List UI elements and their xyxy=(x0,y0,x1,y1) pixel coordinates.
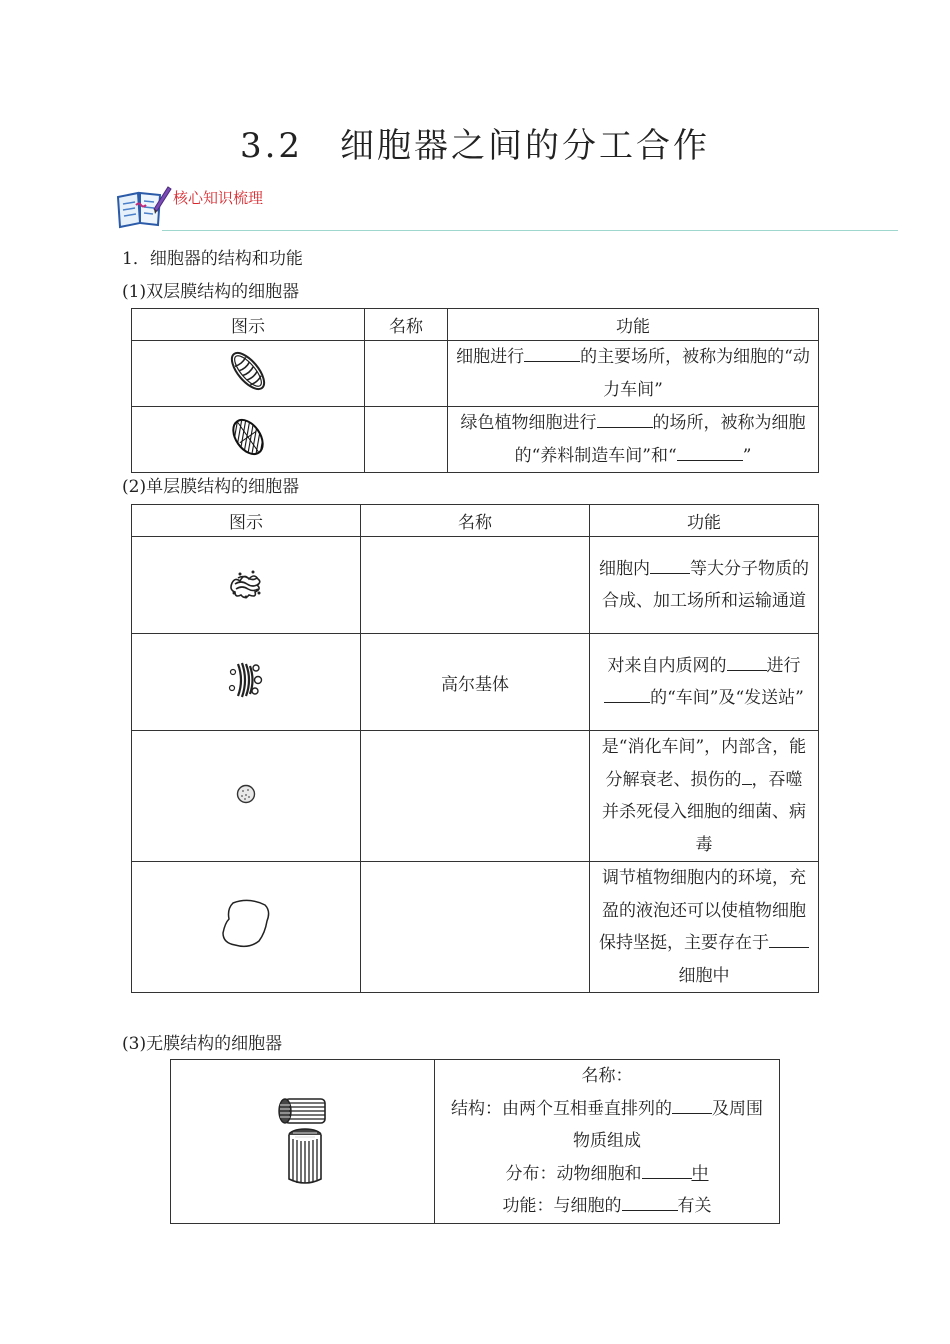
header-image: 图示 xyxy=(132,309,365,341)
double-membrane-table xyxy=(131,308,819,473)
notebook-pen-icon xyxy=(114,183,172,229)
lysosome-icon xyxy=(234,782,258,806)
vacuole-icon xyxy=(219,897,273,953)
image-cell xyxy=(132,537,361,634)
header-name: 名称 xyxy=(365,309,448,341)
function-cell: 细胞进行 的主要场所，被称为细胞的“动力车间” xyxy=(448,341,819,407)
section-divider xyxy=(162,230,898,231)
header-name: 名称 xyxy=(361,505,590,537)
image-cell xyxy=(132,407,365,473)
function-cell: 绿色植物细胞进行 的场所，被称为细胞的“养料制造车间”和“ ” xyxy=(448,407,819,473)
image-cell xyxy=(132,862,361,993)
subheading-single-membrane: (2)单层膜结构的细胞器 xyxy=(122,477,300,497)
image-cell xyxy=(132,341,365,407)
centrosome-icon xyxy=(271,1091,335,1187)
subheading-double-membrane: (1)双层膜结构的细胞器 xyxy=(122,282,300,302)
image-cell xyxy=(132,634,361,731)
function-cell: 调节植物细胞内的环境，充盈的液泡还可以使植物细胞保持坚挺，主要存在于细胞中 xyxy=(590,862,819,993)
subheading-membraneless: (3)无膜结构的细胞器 xyxy=(122,1034,283,1054)
mitochondrion-icon xyxy=(228,347,268,395)
section-label: 核心知识梳理 xyxy=(173,189,264,207)
heading-structure-function: 1．细胞器的结构和功能 xyxy=(122,249,303,269)
name-cell xyxy=(361,537,590,634)
structure-line: 结构：由两个互相垂直排列的 及周围物质组成 xyxy=(445,1093,769,1158)
single-membrane-table xyxy=(131,504,819,993)
function-line: 功能：与细胞的 有关 xyxy=(445,1190,769,1223)
name-cell: 高尔基体 xyxy=(361,634,590,731)
name-cell xyxy=(365,407,448,473)
chloroplast-icon xyxy=(228,415,268,459)
name-cell xyxy=(365,341,448,407)
endoplasmic-reticulum-icon xyxy=(226,563,266,603)
header-image: 图示 xyxy=(132,505,361,537)
section-header xyxy=(114,183,898,233)
membraneless-table xyxy=(170,1059,780,1224)
function-cell: 是“消化车间”，内部含，能分解衰老、损伤的 ，吞噬并杀死侵入细胞的细菌、病毒 xyxy=(590,731,819,862)
name-label: 名称： xyxy=(581,1066,633,1087)
header-function: 功能 xyxy=(448,309,819,341)
page-title: 3.2 细胞器之间的分工合作 xyxy=(239,126,711,166)
name-cell xyxy=(361,731,590,862)
name-cell xyxy=(361,862,590,993)
function-cell: 细胞内 等大分子物质的合成、加工场所和运输通道 xyxy=(590,537,819,634)
image-cell xyxy=(132,731,361,862)
centrosome-info-cell xyxy=(435,1060,780,1224)
image-cell xyxy=(171,1060,435,1224)
header-function: 功能 xyxy=(590,505,819,537)
golgi-apparatus-icon xyxy=(228,658,264,702)
distribution-line: 分布：动物细胞和 中 xyxy=(445,1158,769,1191)
function-cell: 对来自内质网的 进行的“车间”及“发送站” xyxy=(590,634,819,731)
